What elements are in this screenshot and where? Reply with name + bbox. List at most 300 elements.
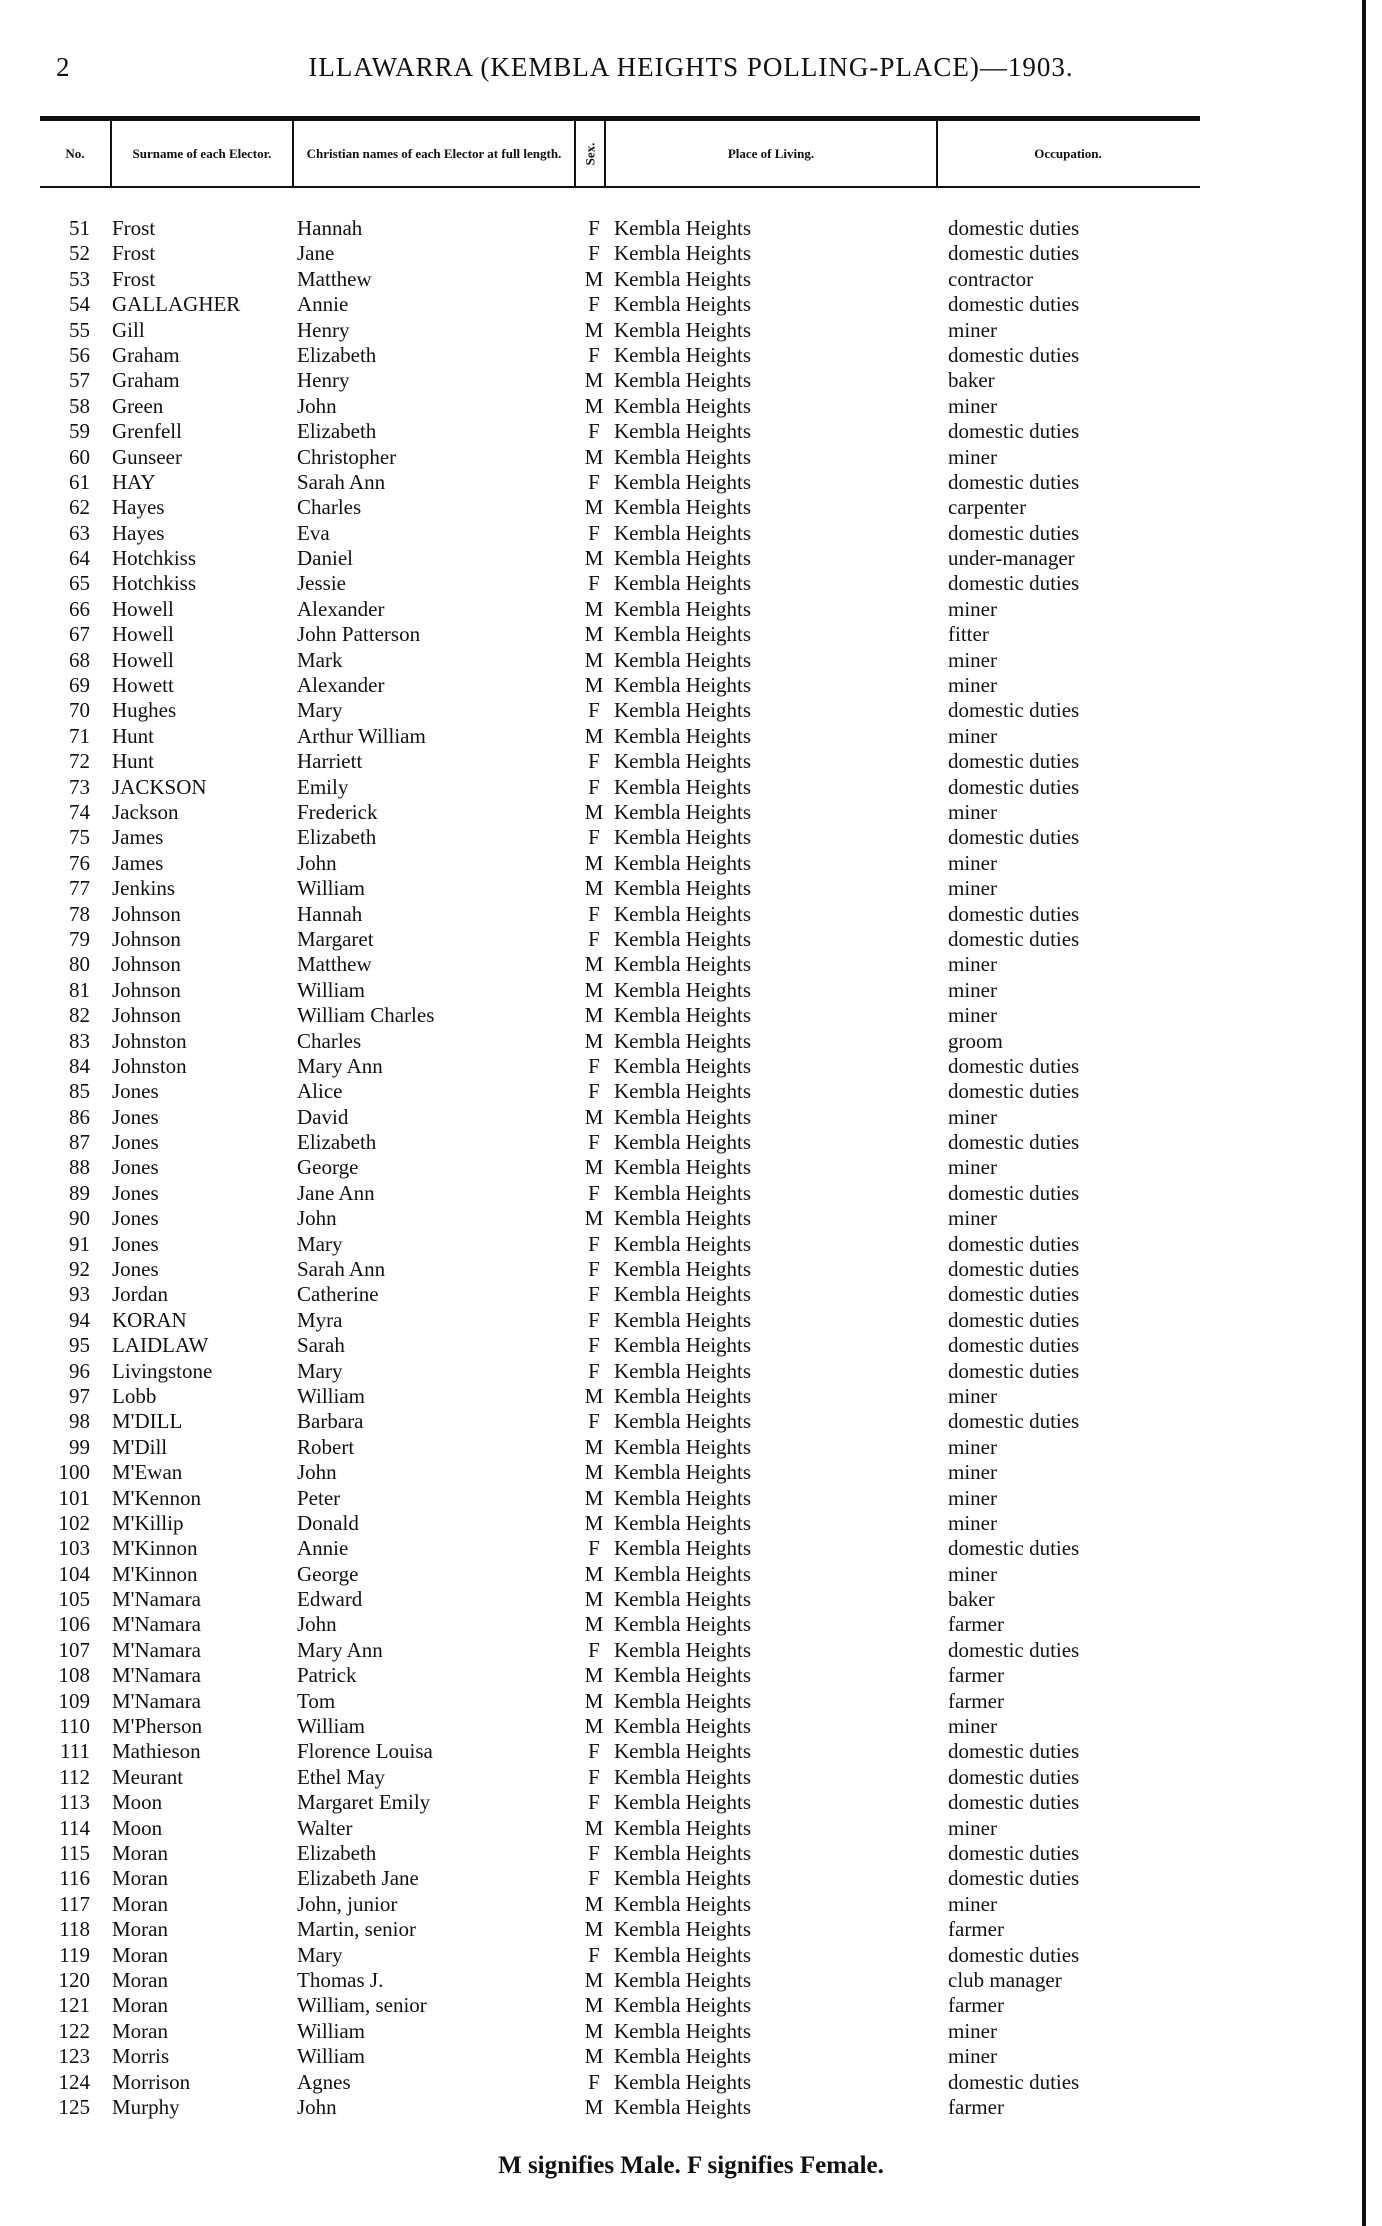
elector-place: Kembla Heights (614, 317, 752, 342)
elector-place: Kembla Heights (614, 546, 752, 571)
elector-occupation: miner (948, 723, 997, 748)
elector-christian-names: Donald (297, 1510, 359, 1535)
table-row (0, 445, 1382, 470)
elector-surname: Moran (112, 1967, 168, 1992)
elector-place: Kembla Heights (614, 698, 752, 723)
elector-place: Kembla Heights (614, 266, 752, 291)
elector-place: Kembla Heights (614, 850, 752, 875)
elector-sex: F (588, 419, 600, 444)
elector-place: Kembla Heights (614, 216, 752, 240)
elector-surname: Moran (112, 1917, 168, 1942)
elector-occupation: miner (948, 1510, 997, 1535)
elector-number: 64 (69, 546, 90, 571)
elector-place: Kembla Heights (614, 1383, 752, 1408)
column-header-christian-names: Christian names of each Elector at full length. (306, 146, 562, 161)
elector-surname: Moran (112, 1993, 168, 2018)
table-row (0, 1790, 1382, 1815)
elector-sex: F (588, 469, 600, 494)
elector-sex: M (584, 1587, 604, 1612)
elector-christian-names: Alexander (297, 673, 385, 698)
elector-occupation: miner (948, 647, 997, 672)
elector-surname: Hayes (112, 495, 165, 520)
elector-number: 54 (69, 292, 90, 317)
elector-sex: F (588, 1180, 600, 1205)
elector-number: 79 (69, 926, 90, 951)
table-row (0, 775, 1382, 800)
elector-surname: M'Kinnon (112, 1536, 198, 1561)
elector-surname: Jones (112, 1104, 159, 1129)
table-row (0, 1612, 1382, 1637)
column-header-occupation: Occupation. (1034, 146, 1102, 161)
elector-place: Kembla Heights (614, 1307, 752, 1332)
elector-place: Kembla Heights (614, 1180, 752, 1205)
table-row (0, 1536, 1382, 1561)
elector-occupation: baker (948, 1587, 995, 1612)
elector-place: Kembla Heights (614, 2069, 752, 2094)
elector-place: Kembla Heights (614, 1688, 752, 1713)
table-row (0, 1206, 1382, 1231)
table-row (0, 1866, 1382, 1891)
elector-place: Kembla Heights (614, 2094, 752, 2119)
elector-christian-names: William, senior (297, 1993, 427, 2018)
elector-number: 74 (69, 799, 90, 824)
elector-surname: Jones (112, 1257, 159, 1282)
elector-christian-names: William (297, 1714, 365, 1739)
elector-christian-names: Jane Ann (297, 1180, 375, 1205)
elector-number: 55 (69, 317, 90, 342)
elector-number: 120 (58, 1967, 90, 1992)
elector-number: 61 (69, 469, 90, 494)
table-row (0, 1765, 1382, 1790)
elector-place: Kembla Heights (614, 1079, 752, 1104)
elector-surname: Lobb (112, 1383, 157, 1408)
elector-christian-names: Annie (297, 292, 349, 317)
elector-sex: M (584, 1917, 604, 1942)
elector-christian-names: Sarah (297, 1333, 345, 1358)
elector-place: Kembla Heights (614, 723, 752, 748)
table-row (0, 1562, 1382, 1587)
elector-sex: F (588, 1790, 600, 1815)
elector-surname: Gill (112, 317, 145, 342)
elector-surname: Howett (112, 673, 174, 698)
elector-place: Kembla Heights (614, 1409, 752, 1434)
elector-occupation: domestic duties (948, 1079, 1080, 1104)
elector-sex: M (584, 1663, 604, 1688)
elector-surname: M'Namara (112, 1612, 201, 1637)
elector-sex: M (584, 2044, 604, 2069)
elector-number: 100 (58, 1460, 90, 1485)
elector-sex: M (584, 368, 604, 393)
elector-sex: F (588, 1739, 600, 1764)
elector-place: Kembla Heights (614, 825, 752, 850)
elector-sex: M (584, 1003, 604, 1028)
elector-christian-names: George (297, 1155, 359, 1180)
elector-number: 76 (69, 850, 90, 875)
elector-surname: M'Ewan (112, 1460, 183, 1485)
elector-sex: M (584, 1104, 604, 1129)
elector-occupation: miner (948, 1485, 997, 1510)
elector-occupation: miner (948, 1383, 997, 1408)
elector-surname: Jordan (112, 1282, 168, 1307)
elector-surname: M'Kennon (112, 1485, 201, 1510)
elector-occupation: miner (948, 850, 997, 875)
elector-occupation: farmer (948, 1612, 1004, 1637)
elector-sex: F (588, 292, 600, 317)
table-row (0, 495, 1382, 520)
elector-christian-names: John (297, 850, 337, 875)
elector-surname: Moran (112, 1891, 168, 1916)
elector-number: 65 (69, 571, 90, 596)
elector-surname: Hotchkiss (112, 546, 196, 571)
elector-place: Kembla Heights (614, 1333, 752, 1358)
elector-christian-names: Mary Ann (297, 1637, 383, 1662)
elector-number: 89 (69, 1180, 90, 1205)
elector-number: 95 (69, 1333, 90, 1358)
elector-occupation: miner (948, 977, 997, 1002)
elector-sex: M (584, 1485, 604, 1510)
elector-number: 117 (59, 1891, 90, 1916)
elector-sex: M (584, 1967, 604, 1992)
elector-surname: M'Namara (112, 1637, 201, 1662)
elector-number: 92 (69, 1257, 90, 1282)
elector-place: Kembla Heights (614, 749, 752, 774)
elector-place: Kembla Heights (614, 1942, 752, 1967)
elector-sex: M (584, 1815, 604, 1840)
elector-sex: M (584, 596, 604, 621)
elector-place: Kembla Heights (614, 1434, 752, 1459)
table-row (0, 241, 1382, 266)
elector-occupation: domestic duties (948, 241, 1080, 266)
elector-surname: Hayes (112, 520, 165, 545)
elector-christian-names: Martin, senior (297, 1917, 416, 1942)
elector-number: 67 (69, 622, 90, 647)
elector-christian-names: Robert (297, 1434, 355, 1459)
elector-christian-names: Thomas J. (297, 1967, 384, 1992)
elector-surname: Jones (112, 1079, 159, 1104)
elector-occupation: domestic duties (948, 1866, 1080, 1891)
elector-sex: M (584, 1714, 604, 1739)
table-row (0, 1943, 1382, 1968)
elector-christian-names: Mary (297, 1231, 343, 1256)
elector-sex: M (584, 622, 604, 647)
elector-sex: F (588, 1053, 600, 1078)
elector-occupation: domestic duties (948, 901, 1080, 926)
elector-sex: F (588, 1637, 600, 1662)
elector-occupation: miner (948, 1104, 997, 1129)
table-row (0, 1714, 1382, 1739)
elector-occupation: domestic duties (948, 1130, 1080, 1155)
elector-christian-names: Daniel (297, 546, 353, 571)
table-row (0, 648, 1382, 673)
elector-number: 59 (69, 419, 90, 444)
elector-place: Kembla Heights (614, 1841, 752, 1865)
elector-number: 110 (59, 1714, 90, 1739)
elector-place: Kembla Heights (614, 673, 752, 698)
elector-place: Kembla Heights (614, 926, 752, 951)
elector-sex: M (584, 1993, 604, 2018)
elector-number: 114 (59, 1815, 90, 1840)
elector-surname: Jones (112, 1180, 159, 1205)
elector-occupation: miner (948, 393, 997, 418)
page-edge (1362, 0, 1366, 2226)
elector-surname: Graham (112, 342, 180, 367)
elector-surname: Mathieson (112, 1739, 201, 1764)
elector-occupation: miner (948, 1434, 997, 1459)
elector-place: Kembla Heights (614, 1206, 752, 1231)
table-row (0, 394, 1382, 419)
elector-occupation: farmer (948, 1663, 1004, 1688)
elector-sex: F (588, 1409, 600, 1434)
elector-occupation: domestic duties (948, 1409, 1080, 1434)
elector-number: 91 (69, 1231, 90, 1256)
elector-occupation: miner (948, 1460, 997, 1485)
elector-christian-names: William (297, 2044, 365, 2069)
elector-surname: M'Killip (112, 1510, 184, 1535)
elector-sex: M (584, 647, 604, 672)
elector-christian-names: Elizabeth (297, 1130, 377, 1155)
elector-surname: Moon (112, 1790, 163, 1815)
elector-christian-names: Alice (297, 1079, 343, 1104)
table-row (0, 851, 1382, 876)
elector-christian-names: Hannah (297, 901, 363, 926)
table-row (0, 698, 1382, 723)
elector-number: 98 (69, 1409, 90, 1434)
elector-sex: M (584, 1561, 604, 1586)
elector-place: Kembla Heights (614, 368, 752, 393)
table-row (0, 1308, 1382, 1333)
elector-place: Kembla Heights (614, 1967, 752, 1992)
table-row (0, 2095, 1382, 2120)
elector-christian-names: Catherine (297, 1282, 379, 1307)
elector-place: Kembla Heights (614, 1917, 752, 1942)
elector-sex: M (584, 1206, 604, 1231)
elector-christian-names: Elizabeth (297, 825, 377, 850)
table-row (0, 267, 1382, 292)
table-row (0, 1359, 1382, 1384)
elector-sex: M (584, 495, 604, 520)
elector-occupation: carpenter (948, 495, 1027, 520)
elector-surname: Hughes (112, 698, 177, 723)
elector-occupation: domestic duties (948, 1307, 1080, 1332)
elector-sex: M (584, 1612, 604, 1637)
elector-place: Kembla Heights (614, 952, 752, 977)
table-row (0, 1892, 1382, 1917)
elector-place: Kembla Heights (614, 571, 752, 596)
elector-christian-names: Mary (297, 698, 343, 723)
elector-place: Kembla Heights (614, 1104, 752, 1129)
elector-number: 63 (69, 520, 90, 545)
elector-sex: F (588, 901, 600, 926)
elector-christian-names: John (297, 1206, 337, 1231)
elector-occupation: miner (948, 1891, 997, 1916)
table-row (0, 876, 1382, 901)
elector-place: Kembla Heights (614, 342, 752, 367)
elector-surname: Howell (112, 622, 174, 647)
table-row (0, 1232, 1382, 1257)
elector-number: 82 (69, 1003, 90, 1028)
elector-sex: F (588, 1764, 600, 1789)
page-title: ILLAWARRA (KEMBLA HEIGHTS POLLING-PLACE)—1903. (308, 52, 1074, 82)
table-row (0, 1689, 1382, 1714)
elector-occupation: domestic duties (948, 749, 1080, 774)
elector-number: 94 (69, 1307, 90, 1332)
elector-surname: Frost (112, 266, 156, 291)
elector-christian-names: William Charles (297, 1003, 435, 1028)
elector-occupation: baker (948, 368, 995, 393)
elector-number: 122 (58, 2018, 90, 2043)
elector-number: 125 (58, 2094, 90, 2119)
table-row (0, 800, 1382, 825)
table-row (0, 1816, 1382, 1841)
elector-place: Kembla Heights (614, 1536, 752, 1561)
table-row (0, 1841, 1382, 1866)
elector-occupation: domestic duties (948, 571, 1080, 596)
elector-place: Kembla Heights (614, 1510, 752, 1535)
elector-sex: F (588, 774, 600, 799)
elector-surname: Graham (112, 368, 180, 393)
elector-number: 60 (69, 444, 90, 469)
elector-number: 123 (58, 2044, 90, 2069)
table-row (0, 673, 1382, 698)
table-row (0, 1079, 1382, 1104)
column-header-no: No. (65, 146, 85, 161)
elector-surname: LAIDLAW (112, 1333, 209, 1358)
elector-sex: F (588, 2069, 600, 2094)
elector-surname: James (112, 850, 164, 875)
elector-surname: Meurant (112, 1764, 184, 1789)
elector-christian-names: Margaret (297, 926, 374, 951)
elector-christian-names: Sarah Ann (297, 1257, 386, 1282)
elector-christian-names: Florence Louisa (297, 1739, 433, 1764)
elector-occupation: domestic duties (948, 469, 1080, 494)
table-row (0, 1993, 1382, 2018)
elector-number: 102 (58, 1510, 90, 1535)
elector-number: 66 (69, 596, 90, 621)
elector-number: 97 (69, 1383, 90, 1408)
elector-christian-names: Sarah Ann (297, 469, 386, 494)
elector-sex: F (588, 749, 600, 774)
elector-christian-names: Agnes (297, 2069, 351, 2094)
elector-number: 119 (59, 1942, 90, 1967)
elector-place: Kembla Heights (614, 1790, 752, 1815)
elector-occupation: domestic duties (948, 774, 1080, 799)
elector-sex: M (584, 1434, 604, 1459)
elector-christian-names: Walter (297, 1815, 353, 1840)
elector-occupation: contractor (948, 266, 1034, 291)
elector-occupation: farmer (948, 2094, 1004, 2119)
elector-surname: Moon (112, 1815, 163, 1840)
elector-surname: HAY (112, 469, 156, 494)
elector-christian-names: Elizabeth (297, 342, 377, 367)
elector-place: Kembla Heights (614, 419, 752, 444)
elector-sex: F (588, 1307, 600, 1332)
elector-number: 115 (59, 1841, 90, 1865)
elector-christian-names: Matthew (297, 266, 372, 291)
elector-number: 70 (69, 698, 90, 723)
elector-number: 107 (58, 1637, 90, 1662)
elector-number: 112 (59, 1764, 90, 1789)
table-row (0, 927, 1382, 952)
table-row (0, 2044, 1382, 2069)
elector-sex: F (588, 1358, 600, 1383)
elector-surname: JACKSON (112, 774, 207, 799)
elector-surname: Livingstone (112, 1358, 213, 1383)
table-row (0, 1917, 1382, 1942)
elector-number: 51 (69, 216, 90, 240)
elector-sex: F (588, 926, 600, 951)
elector-occupation: domestic duties (948, 1282, 1080, 1307)
elector-christian-names: William (297, 2018, 365, 2043)
elector-christian-names: Jessie (297, 571, 346, 596)
elector-sex: M (584, 977, 604, 1002)
table-row (0, 952, 1382, 977)
elector-occupation: domestic duties (948, 216, 1080, 240)
elector-occupation: domestic duties (948, 1333, 1080, 1358)
elector-sex: F (588, 520, 600, 545)
elector-christian-names: Barbara (297, 1409, 364, 1434)
elector-occupation: miner (948, 1003, 997, 1028)
table-row (0, 1587, 1382, 1612)
elector-number: 69 (69, 673, 90, 698)
elector-sex: M (584, 266, 604, 291)
elector-surname: Howell (112, 647, 174, 672)
elector-place: Kembla Heights (614, 495, 752, 520)
elector-place: Kembla Heights (614, 1282, 752, 1307)
column-header-sex-label: Sex. (582, 142, 597, 166)
elector-surname: Hotchkiss (112, 571, 196, 596)
elector-number: 99 (69, 1434, 90, 1459)
elector-christian-names: Mary (297, 1942, 343, 1967)
elector-sex: F (588, 241, 600, 266)
elector-occupation: farmer (948, 1688, 1004, 1713)
elector-place: Kembla Heights (614, 1003, 752, 1028)
table-row (0, 318, 1382, 343)
elector-place: Kembla Heights (614, 1637, 752, 1662)
elector-christian-names: Ethel May (297, 1764, 386, 1789)
elector-occupation: miner (948, 2044, 997, 2069)
elector-surname: Jones (112, 1130, 159, 1155)
table-row (0, 902, 1382, 927)
elector-place: Kembla Heights (614, 647, 752, 672)
table-row (0, 343, 1382, 368)
header-top-rule (40, 116, 1200, 121)
table-row (0, 1181, 1382, 1206)
table-row (0, 1739, 1382, 1764)
elector-christian-names: John (297, 2094, 337, 2119)
elector-christian-names: Emily (297, 774, 349, 799)
elector-christian-names: Christopher (297, 444, 397, 469)
table-row (0, 1003, 1382, 1028)
elector-christian-names: Margaret Emily (297, 1790, 431, 1815)
elector-christian-names: Myra (297, 1307, 343, 1332)
elector-christian-names: Charles (297, 495, 362, 520)
elector-christian-names: William (297, 876, 365, 901)
elector-sex: F (588, 698, 600, 723)
elector-occupation: domestic duties (948, 1358, 1080, 1383)
column-header-surname: Surname of each Elector. (132, 146, 272, 161)
elector-surname: Moran (112, 1942, 168, 1967)
elector-sex: F (588, 825, 600, 850)
table-row (0, 1282, 1382, 1307)
elector-occupation: domestic duties (948, 1180, 1080, 1205)
elector-place: Kembla Heights (614, 393, 752, 418)
elector-christian-names: John (297, 1612, 337, 1637)
elector-occupation: miner (948, 2018, 997, 2043)
elector-number: 116 (59, 1866, 90, 1891)
elector-surname: Johnson (112, 977, 181, 1002)
elector-occupation: domestic duties (948, 1231, 1080, 1256)
elector-occupation: domestic duties (948, 825, 1080, 850)
